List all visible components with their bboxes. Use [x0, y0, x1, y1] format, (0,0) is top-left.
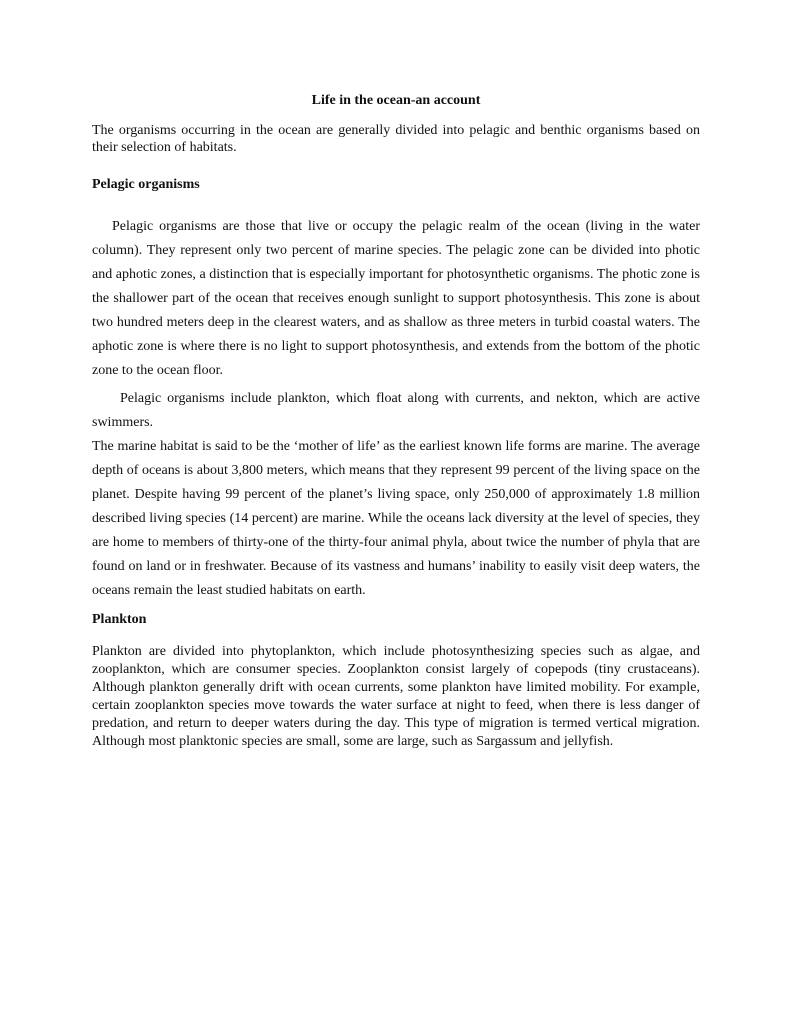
pelagic-paragraph-3: The marine habitat is said to be the ‘mother of life’ as the earliest known life forms are marine. The average depth of oceans is about 3,800 meters, which means that they represent 99 percent of the living space on the planet. Despite having 99 percent of the planet’s living space, only 250,000 of approximately 1.8 million described living species (14 percent) are marine. While the oceans lack diversity at the level of species, they are home to members of thirty-one of the thirty-four animal phyla, about twice the number of phyla that are found on land or in freshwater. Because of its vastness and humans’ inability to easily visit deep waters, the oceans remain the least studied habitats on earth. [92, 439, 700, 598]
document-title: Life in the ocean-an account [311, 93, 481, 108]
document-page [92, 92, 700, 751]
pelagic-paragraph-2: Pelagic organisms include plankton, which float along with currents, and nekton, which are active swimmers. [92, 391, 700, 430]
section-heading-plankton: Plankton [92, 612, 147, 627]
section-heading-pelagic: Pelagic organisms [92, 177, 200, 192]
plankton-paragraph-1: Plankton are divided into phytoplankton, which include photosynthesizing species such as algae, and zooplankton, which are consumer species. Zooplankton consist largely of copepods (tiny crustaceans). Although plankton generally drift with ocean currents, some plankton have limited mobility. For example, certain zooplankton species move towards the water surface at night to feed, when there is less danger of predation, and return to deeper waters during the day. This type of migration is termed vertical migration. Although most planktonic species are small, some are large, such as Sargassum and jellyfish. [92, 644, 700, 749]
section-pelagic [92, 215, 700, 603]
pelagic-paragraph-1: Pelagic organisms are those that live or occupy the pelagic realm of the ocean (living in the water column). They represent only two percent of marine species. The pelagic zone can be divided into photic and aphotic zones, a distinction that is especially important for photosynthetic organisms. The photic zone is the shallower part of the ocean that receives enough sunlight to support photosynthesis. This zone is about two hundred meters deep in the clearest waters, and as shallow as three meters in turbid coastal waters. The aphotic zone is where there is no light to support photosynthesis, and extends from the bottom of the photic zone to the ocean floor. [92, 219, 700, 378]
intro-paragraph: The organisms occurring in the ocean are generally divided into pelagic and benthic organisms based on their selection of habitats. [92, 123, 700, 155]
